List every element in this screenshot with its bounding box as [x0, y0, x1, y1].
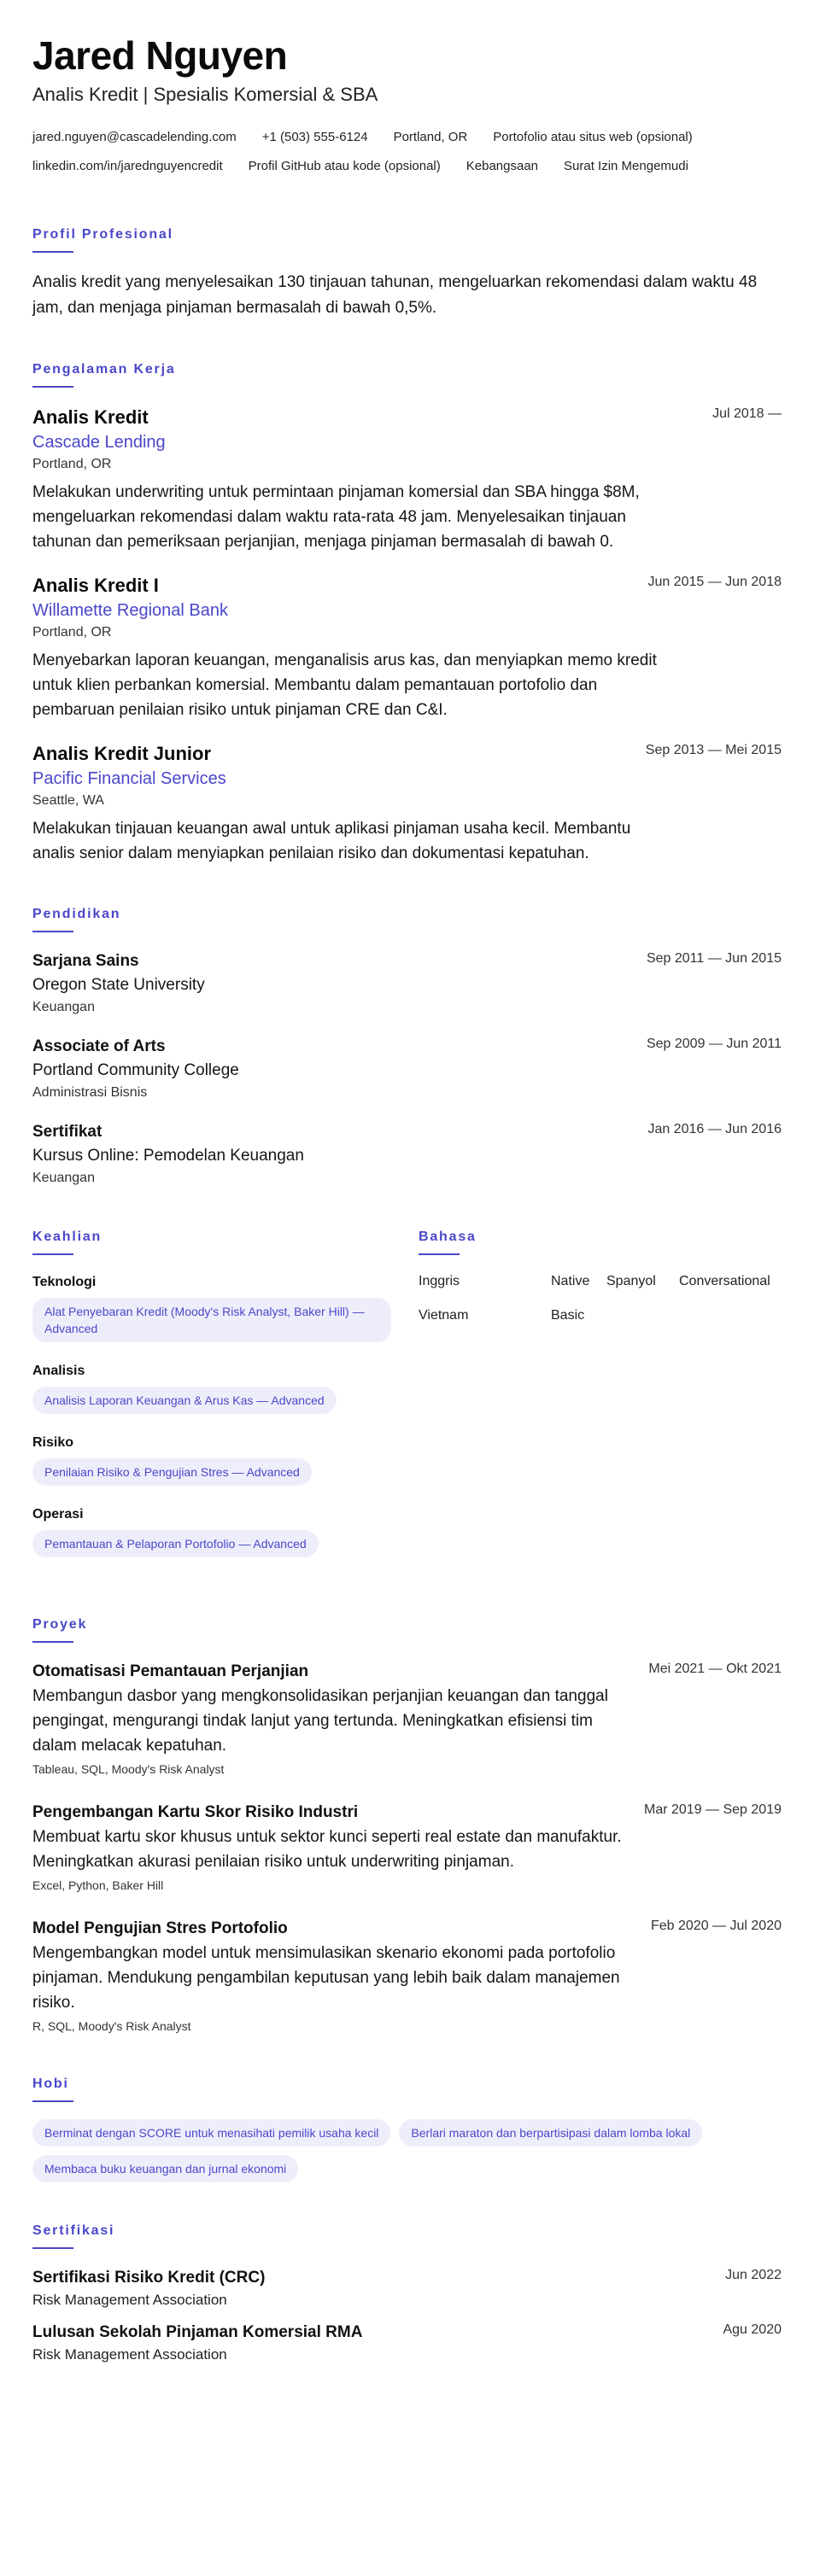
- section-divider: [32, 251, 73, 253]
- section-divider: [32, 2100, 73, 2102]
- project-title: Otomatisasi Pemantauan Perjanjian: [32, 1662, 309, 1680]
- education-section: [32, 905, 782, 1189]
- contact-location: Portland, OR: [393, 130, 468, 144]
- project-date: Mar 2019 — Sep 2019: [644, 1802, 782, 1817]
- hobby-pill: Berminat dengan SCORE untuk menasihati pemilik usaha kecil: [32, 2119, 390, 2147]
- certification-date: Agu 2020: [723, 2322, 782, 2337]
- hobby-pill: Membaca buku keuangan dan jurnal ekonomi: [32, 2155, 298, 2182]
- skill-category: Analisis: [32, 1364, 85, 1378]
- candidate-title: Analis Kredit | Spesialis Komersial & SBA: [32, 84, 378, 105]
- candidate-name: Jared Nguyen: [32, 33, 288, 78]
- section-heading: Pengalaman Kerja: [32, 362, 176, 377]
- certification-title: Lulusan Sekolah Pinjaman Komersial RMA: [32, 2323, 363, 2341]
- section-heading: Bahasa: [419, 1230, 477, 1244]
- project-tools: R, SQL, Moody's Risk Analyst: [32, 2019, 191, 2033]
- education-date: Sep 2009 — Jun 2011: [646, 1037, 782, 1051]
- project-description: Membuat kartu skor khusus untuk sektor kunci seperti real estate dan manufaktur. Meningkatkan akurasi penilaian risiko untuk underwriting pinjaman.: [32, 1828, 622, 1871]
- section-heading: Profil Profesional: [32, 227, 173, 242]
- contact-list: [32, 128, 782, 186]
- certification-issuer: Risk Management Association: [32, 2346, 227, 2363]
- skill-category: Operasi: [32, 1507, 84, 1522]
- experience-item: [32, 405, 782, 554]
- section-divider: [32, 1641, 73, 1643]
- language-name: Vietnam: [419, 1308, 469, 1323]
- degree: Sarjana Sains: [32, 952, 139, 970]
- section-divider: [419, 1253, 460, 1255]
- skill-group: [32, 1361, 419, 1414]
- project-date: Mei 2021 — Okt 2021: [648, 1662, 782, 1676]
- project-description: Mengembangkan model untuk mensimulasikan skenario ekonomi pada portofolio pinjaman. Mendukung pengambilan keputusan yang lebih baik dalam manajemen risiko.: [32, 1944, 620, 2012]
- hobby-list: [32, 2119, 782, 2182]
- company-name: Willamette Regional Bank: [32, 601, 228, 620]
- education-item: [32, 1120, 782, 1189]
- project-item: [32, 1917, 782, 2036]
- experience-item: [32, 573, 782, 722]
- contact-email[interactable]: jared.nguyen@cascadelending.com: [32, 130, 237, 144]
- school-name: Oregon State University: [32, 976, 205, 994]
- project-description: Membangun dasbor yang mengkonsolidasikan perjanjian keuangan dan tanggal pengingat, mengurangi tindak lanjut yang tertunda. Meningkatkan efisiensi tim dalam melacak kepatuhan.: [32, 1687, 608, 1755]
- education-date: Sep 2011 — Jun 2015: [646, 951, 782, 966]
- job-description: Melakukan tinjauan keuangan awal untuk aplikasi pinjaman usaha kecil. Membantu analis senior dalam menyiapkan penilaian risiko dan dokumentasi kepatuhan.: [32, 820, 631, 862]
- project-item: [32, 1801, 782, 1895]
- section-heading: Keahlian: [32, 1230, 102, 1244]
- degree: Sertifikat: [32, 1123, 102, 1141]
- job-description: Melakukan underwriting untuk permintaan pinjaman komersial dan SBA hingga $8M, mengeluarkan rekomendasi dalam waktu rata-rata 48 jam. Menyelesaikan tinjauan tahunan dan pemeriksaan perjanjian, menjaga pinjaman bermasalah di bawah 0.: [32, 483, 640, 551]
- company-name: Pacific Financial Services: [32, 769, 226, 788]
- language-level: Native: [551, 1274, 590, 1288]
- skill-category: Risiko: [32, 1435, 74, 1450]
- job-date: Jul 2018 —: [712, 406, 782, 421]
- degree: Associate of Arts: [32, 1037, 166, 1055]
- skill-category: Teknologi: [32, 1275, 97, 1289]
- field-of-study: Keuangan: [32, 1171, 95, 1185]
- certifications-section: [32, 2222, 782, 2365]
- profile-section: [32, 225, 782, 321]
- project-title: Model Pengujian Stres Portofolio: [32, 1919, 288, 1937]
- contact-drivers-license: Surat Izin Mengemudi: [564, 159, 688, 173]
- job-date: Jun 2015 — Jun 2018: [647, 575, 782, 589]
- project-tools: Tableau, SQL, Moody's Risk Analyst: [32, 1762, 225, 1776]
- languages-section: [419, 1228, 782, 1576]
- contact-github[interactable]: Profil GitHub atau kode (opsional): [248, 159, 441, 173]
- skills-languages-row: [32, 1228, 782, 1576]
- language-level: Conversational: [679, 1274, 770, 1288]
- skill-pill: Penilaian Risiko & Pengujian Stres — Advanced: [32, 1458, 312, 1486]
- language-name: Spanyol: [606, 1274, 656, 1288]
- education-item: [32, 949, 782, 1018]
- project-tools: Excel, Python, Baker Hill: [32, 1878, 164, 1892]
- certification-issuer: Risk Management Association: [32, 2292, 227, 2308]
- job-date: Sep 2013 — Mei 2015: [645, 743, 782, 757]
- skill-group: [32, 1272, 419, 1342]
- section-heading: Proyek: [32, 1617, 88, 1632]
- certification-date: Jun 2022: [725, 2268, 782, 2282]
- project-item: [32, 1660, 782, 1779]
- job-location: Portland, OR: [32, 625, 112, 640]
- job-location: Portland, OR: [32, 457, 112, 471]
- section-divider: [32, 1253, 73, 1255]
- company-name: Cascade Lending: [32, 433, 166, 452]
- skills-section: [32, 1228, 419, 1576]
- field-of-study: Administrasi Bisnis: [32, 1085, 148, 1100]
- education-item: [32, 1035, 782, 1103]
- resume-header: [32, 32, 782, 186]
- hobbies-section: [32, 2075, 782, 2182]
- school-name: Portland Community College: [32, 1061, 239, 1079]
- contact-portfolio[interactable]: Portofolio atau situs web (opsional): [493, 130, 693, 144]
- skill-pill: Pemantauan & Pelaporan Portofolio — Advanced: [32, 1530, 319, 1557]
- job-title: Analis Kredit: [32, 406, 149, 428]
- language-name: Inggris: [419, 1274, 460, 1288]
- language-level: Basic: [551, 1308, 585, 1323]
- experience-item: [32, 741, 782, 866]
- contact-linkedin[interactable]: linkedin.com/in/jarednguyencredit: [32, 159, 223, 173]
- project-title: Pengembangan Kartu Skor Risiko Industri: [32, 1803, 359, 1821]
- section-divider: [32, 931, 73, 932]
- profile-summary: Analis kredit yang menyelesaikan 130 tinjauan tahunan, mengeluarkan rekomendasi dalam waktu 48 jam, dan menjaga pinjaman bermasalah di bawah 0,5%.: [32, 273, 758, 317]
- field-of-study: Keuangan: [32, 1000, 95, 1014]
- contact-nationality: Kebangsaan: [466, 159, 539, 173]
- job-location: Seattle, WA: [32, 793, 104, 808]
- section-divider: [32, 2247, 73, 2249]
- skill-pill: Analisis Laporan Keuangan & Arus Kas — Advanced: [32, 1387, 337, 1414]
- job-title: Analis Kredit Junior: [32, 743, 212, 764]
- contact-phone[interactable]: +1 (503) 555-6124: [261, 130, 368, 144]
- job-title: Analis Kredit I: [32, 575, 159, 596]
- language-list: [419, 1272, 782, 1325]
- section-heading: Pendidikan: [32, 907, 121, 921]
- projects-section: [32, 1615, 782, 2036]
- section-heading: Hobi: [32, 2077, 69, 2091]
- skill-pill: Alat Penyebaran Kredit (Moody's Risk Analyst, Baker Hill) — Advanced: [32, 1298, 391, 1342]
- certification-item: [32, 2321, 782, 2365]
- school-name: Kursus Online: Pemodelan Keuangan: [32, 1147, 304, 1165]
- section-heading: Sertifikasi: [32, 2223, 115, 2238]
- section-divider: [32, 386, 73, 388]
- skill-group: [32, 1504, 419, 1557]
- project-date: Feb 2020 — Jul 2020: [651, 1919, 782, 1933]
- experience-section: [32, 360, 782, 866]
- hobby-pill: Berlari maraton dan berpartisipasi dalam lomba lokal: [399, 2119, 702, 2147]
- certification-item: [32, 2266, 782, 2310]
- education-date: Jan 2016 — Jun 2016: [647, 1122, 782, 1136]
- certification-title: Sertifikasi Risiko Kredit (CRC): [32, 2269, 266, 2287]
- job-description: Menyebarkan laporan keuangan, menganalisis arus kas, dan menyiapkan memo kredit untuk klien perbankan komersial. Membantu dalam pemantauan portofolio dan pembaruan penilaian risiko untuk pinjaman CRE dan C&I.: [32, 651, 657, 719]
- skill-group: [32, 1433, 419, 1486]
